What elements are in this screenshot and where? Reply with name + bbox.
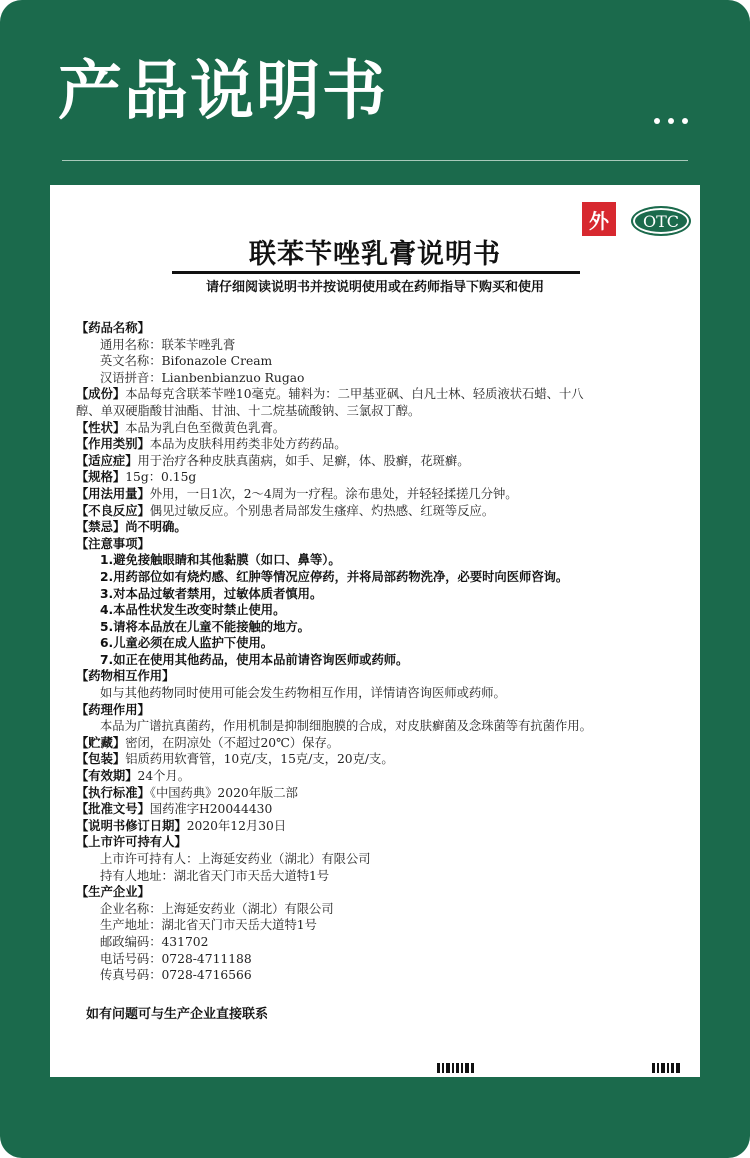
indication-text: 用于治疗各种皮肤真菌病，如手、足癣，体、股癣，花斑癣。: [137, 453, 470, 468]
holder-address: 持有人地址：湖北省天门市天岳大道特1号: [100, 868, 330, 883]
manufacturer-postcode: 邮政编码：431702: [100, 934, 209, 949]
title-underline: [172, 271, 580, 274]
precaution-item: 6.儿童必须在成人监护下使用。: [100, 636, 274, 651]
contraindication-text: 尚不明确。: [125, 520, 187, 535]
adverse-text: 偶见过敏反应。个别患者局部发生瘙痒、灼热感、红斑等反应。: [149, 503, 495, 518]
otc-badge: OTC: [631, 206, 691, 236]
manufacturer-address: 生产地址：湖北省天门市天岳大道特1号: [100, 918, 317, 933]
section-label-usage: 【用法用量】: [76, 486, 150, 501]
manufacturer-phone: 电话号码：0728-4711188: [100, 951, 252, 966]
usage-text: 外用，一日1次，2～4周为一疗程。涂布患处，并轻轻揉搓几分钟。: [149, 486, 518, 501]
more-icon[interactable]: [654, 118, 688, 124]
storage-text: 密闭，在阴凉处（不超过20℃）保存。: [125, 735, 340, 750]
section-label-indication: 【适应症】: [76, 453, 138, 468]
section-label-holder: 【上市许可持有人】: [76, 835, 187, 850]
character-text: 本品为乳白色至微黄色乳膏。: [125, 420, 286, 435]
generic-name: 通用名称：联苯苄唑乳膏: [100, 337, 236, 352]
leaflet-paper: [50, 185, 700, 1077]
section-label-contraindication: 【禁忌】: [76, 520, 126, 535]
section-label-drug-name: 【药品名称】: [76, 321, 150, 335]
section-label-pharmacology: 【药理作用】: [76, 702, 150, 717]
section-label-composition: 【成份】: [76, 387, 126, 402]
package-text: 铝质药用软膏管，10克/支，15克/支，20克/支。: [125, 752, 394, 767]
barcode-mark-right: [652, 1063, 680, 1073]
contact-note: 如有问题可与生产企业直接联系: [86, 1007, 269, 1022]
pinyin-name: 汉语拼音：Lianbenbianzuo Rugao: [100, 370, 305, 385]
section-label-spec: 【规格】: [76, 470, 126, 485]
precaution-item: 3.对本品过敏者禁用，过敏体质者慎用。: [100, 586, 323, 601]
leaflet-title: 联苯苄唑乳膏说明书: [249, 239, 501, 270]
precaution-item: 1.避免接触眼睛和其他黏膜（如口、鼻等）。: [100, 553, 341, 568]
section-label-approval: 【批准文号】: [76, 802, 150, 817]
section-label-adverse: 【不良反应】: [76, 503, 150, 518]
pharmacology-text: 本品为广谱抗真菌药，作用机制是抑制细胞膜的合成，对皮肤癣菌及念珠菌等有抗菌作用。: [100, 719, 592, 734]
precaution-item: 7.如正在使用其他药品，使用本品前请咨询医师或药师。: [100, 652, 409, 667]
category-text: 本品为皮肤科用药类非处方药药品。: [149, 437, 347, 452]
barcode-mark-left: [437, 1063, 474, 1073]
precaution-item: 2.用药部位如有烧灼感、红肿等情况应停药，并将局部药物洗净，必要时向医师咨询。: [100, 569, 569, 584]
section-label-precautions: 【注意事项】: [76, 536, 150, 551]
english-name: 英文名称：Bifonazole Cream: [100, 354, 273, 369]
composition-text-cont: 醇、单双硬脂酸甘油酯、甘油、十二烷基硫酸钠、三氯叔丁醇。: [76, 403, 421, 418]
manufacturer-fax: 传真号码：0728-4716566: [100, 968, 252, 983]
header-divider: [62, 160, 688, 161]
standard-text: 《中国药典》2020年版二部: [149, 785, 298, 800]
spec-text: 15g：0.15g: [125, 470, 197, 485]
expiry-text: 24个月。: [137, 769, 191, 784]
leaflet-subtitle: 请仔细阅读说明书并按说明使用或在药师指导下购买和使用: [205, 280, 544, 295]
leaflet-body: [76, 320, 696, 984]
section-label-interaction: 【药物相互作用】: [76, 669, 175, 684]
section-label-character: 【性状】: [76, 420, 126, 435]
holder-text: 上市许可持有人：上海延安药业（湖北）有限公司: [100, 852, 371, 866]
manufacturer-name: 企业名称：上海延安药业（湖北）有限公司: [100, 901, 334, 916]
interaction-text: 如与其他药物同时使用可能会发生药物相互作用，详情请咨询医师或药师。: [100, 686, 506, 701]
section-label-revision: 【说明书修订日期】: [76, 818, 187, 833]
section-label-category: 【作用类别】: [76, 437, 150, 452]
section-label-storage: 【贮藏】: [76, 735, 126, 750]
composition-text: 本品每克含联苯苄唑10毫克。辅料为：二甲基亚砜、白凡士林、轻质液状石蜡、十八: [125, 387, 584, 402]
approval-text: 国药准字H20044430: [149, 802, 273, 817]
section-label-package: 【包装】: [76, 752, 126, 767]
page-title: 产品说明书: [58, 55, 388, 129]
external-use-badge: 外: [582, 202, 616, 236]
precaution-item: 4.本品性状发生改变时禁止使用。: [100, 603, 286, 618]
section-label-manufacturer: 【生产企业】: [76, 885, 150, 900]
precaution-item: 5.请将本品放在儿童不能接触的地方。: [100, 619, 310, 634]
revision-text: 2020年12月30日: [186, 818, 287, 833]
section-label-expiry: 【有效期】: [76, 769, 138, 784]
section-label-standard: 【执行标准】: [76, 785, 150, 800]
